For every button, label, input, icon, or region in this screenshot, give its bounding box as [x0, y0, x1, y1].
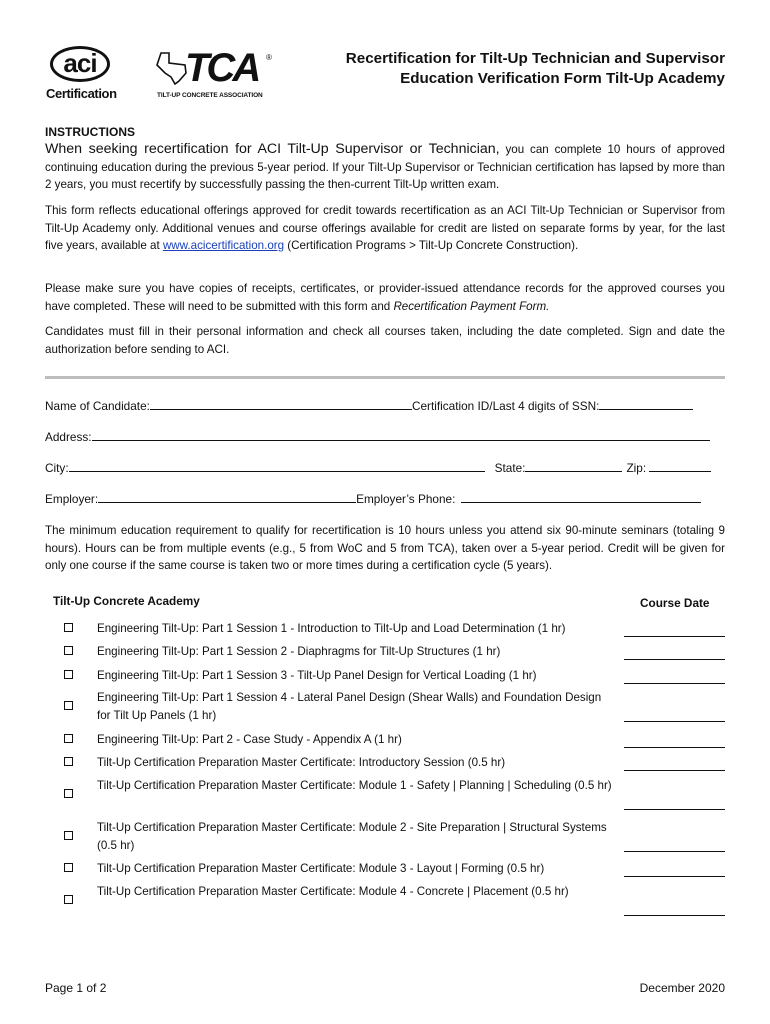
instructions-p1-rest: you can complete 10 hours of approved continuing education during the previous 5-year period. If your Tilt-Up Supervisor or Technician certification has lapsed by more than 2 years, you must recertify by successfully passing the then-current Tilt-Up written exam.: [45, 143, 725, 191]
zip-label: Zip:: [626, 461, 647, 475]
course-name: Tilt-Up Certification Preparation Master Certificate: Module 3 - Layout | Forming (0.5 hr): [97, 862, 545, 875]
name-label: Name of Candidate:: [45, 399, 150, 413]
address-row: [45, 428, 710, 447]
course-name: Engineering Tilt-Up: Part 1 Session 1 - Introduction to Tilt-Up and Load Determination (1 hr): [97, 622, 566, 635]
course-checkbox[interactable]: [64, 623, 73, 632]
instructions-heading: INSTRUCTIONS: [45, 125, 135, 139]
aci-website-link[interactable]: www.acicertification.org: [162, 239, 285, 252]
course-checkbox[interactable]: [64, 789, 73, 798]
cert-id-label: Certification ID/Last 4 digits of SSN:: [411, 399, 600, 413]
course-date-field[interactable]: [624, 659, 725, 660]
title-line-2: Education Verification Form Tilt-Up Academy: [400, 70, 725, 87]
city-field[interactable]: [69, 459, 485, 472]
course-checkbox[interactable]: [64, 646, 73, 655]
course-name: Tilt-Up Certification Preparation Master Certificate: Introductory Session (0.5 hr): [97, 756, 506, 769]
employer-phone-field[interactable]: [461, 490, 701, 503]
instructions-paragraph-1: [45, 141, 725, 194]
aci-logo: [44, 44, 120, 102]
address-label: Address:: [45, 430, 92, 444]
course-checkbox[interactable]: [64, 734, 73, 743]
section-divider: [45, 376, 725, 379]
tca-logo: [155, 47, 273, 99]
name-row: [45, 397, 693, 416]
instructions-p2-after: (Certification Programs > Tilt-Up Concrete Construction).: [284, 239, 579, 252]
instructions-lead: When seeking recertification for ACI Tilt-Up Supervisor or Technician,: [45, 141, 500, 157]
course-date-field[interactable]: [624, 915, 725, 916]
aci-logo-text: aci: [63, 48, 97, 78]
course-date-field[interactable]: [624, 851, 725, 852]
tca-registered-mark: ®: [266, 53, 272, 62]
course-checkbox[interactable]: [64, 863, 73, 872]
payment-form-reference: Recertification Payment Form.: [393, 299, 550, 313]
course-name: Tilt-Up Certification Preparation Master Certificate: Module 2 - Site Preparation | Structural Systems (0.5 hr): [97, 821, 607, 852]
course-checkbox[interactable]: [64, 670, 73, 679]
instructions-p3-before: Please make sure you have copies of receipts, certificates, or provider-issued attendance records for the approved courses you have completed. These will need to be submitted with this form and: [45, 282, 725, 313]
instructions-paragraph-2: [45, 202, 725, 255]
course-name: Tilt-Up Certification Preparation Master Certificate: Module 4 - Concrete | Placement (0.5 hr): [97, 885, 569, 898]
instructions-paragraph-4: Candidates must fill in their personal information and check all courses taken, including the date completed. Sign and date the authorization before sending to ACI.: [45, 325, 725, 356]
course-checkbox[interactable]: [64, 701, 73, 710]
state-field[interactable]: [525, 459, 622, 472]
course-date-field[interactable]: [624, 876, 725, 877]
course-checkbox[interactable]: [64, 757, 73, 766]
course-name: Engineering Tilt-Up: Part 1 Session 4 - Lateral Panel Design (Shear Walls) and Foundation Design for Tilt Up Panels (1 hr): [97, 691, 602, 722]
course-name: Engineering Tilt-Up: Part 1 Session 3 - Tilt-Up Panel Design for Vertical Loading (1 hr): [97, 669, 537, 682]
revision-date: December 2020: [639, 981, 725, 995]
cert-id-field[interactable]: [599, 397, 693, 410]
instructions-paragraph-3: [45, 280, 725, 315]
course-name: Tilt-Up Certification Preparation Master Certificate: Module 1 - Safety | Planning | Scheduling (0.5 hr): [97, 779, 612, 792]
course-date-field[interactable]: [624, 770, 725, 771]
instructions-p2-before: This form reflects educational offerings approved for credit towards recertification as an ACI Tilt-Up Technician or Supervisor from Tilt-Up Academy only. Additional venues and course offerings available for credit are listed on separate forms by year, for the last five years, available at: [45, 204, 725, 252]
course-date-field[interactable]: [624, 683, 725, 684]
state-label: State:: [494, 461, 526, 475]
name-field[interactable]: [150, 397, 412, 410]
page-number: Page 1 of 2: [45, 981, 107, 995]
course-checkbox[interactable]: [64, 831, 73, 840]
city-row: [45, 459, 711, 478]
address-field[interactable]: [92, 428, 710, 441]
employer-label: Employer:: [45, 492, 99, 506]
texas-shape-icon: [155, 51, 189, 85]
employer-field[interactable]: [98, 490, 356, 503]
page-title: [346, 49, 725, 89]
city-label: City:: [45, 461, 69, 475]
course-provider-heading: Tilt-Up Concrete Academy: [53, 594, 200, 608]
course-date-field[interactable]: [624, 809, 725, 810]
course-name: Engineering Tilt-Up: Part 1 Session 2 - Diaphragms for Tilt-Up Structures (1 hr): [97, 645, 501, 658]
course-date-field[interactable]: [624, 636, 725, 637]
course-date-heading: Course Date: [640, 596, 710, 610]
course-checkbox[interactable]: [64, 895, 73, 904]
aci-logo-subtitle: Certification: [46, 86, 117, 101]
employer-row: [45, 490, 701, 509]
requirement-paragraph: The minimum education requirement to qualify for recertification is 10 hours unless you attend six 90-minute seminars (totaling 9 hours). Hours can be from multiple events (e.g., 5 from WoC and 5 from TCA), taken over a 5-year period. Credit will be given for only one course if the same course is taken two or more times during a certification cycle (5 years).: [45, 524, 725, 572]
course-name: Engineering Tilt-Up: Part 2 - Case Study - Appendix A (1 hr): [97, 733, 402, 746]
course-date-field[interactable]: [624, 747, 725, 748]
employer-phone-label: Employer’s Phone:: [356, 492, 456, 506]
course-date-field[interactable]: [624, 721, 725, 722]
tca-logo-subtitle: TILT-UP CONCRETE ASSOCIATION: [157, 92, 263, 99]
zip-field[interactable]: [649, 459, 711, 472]
tca-logo-text: TCA: [185, 46, 259, 90]
title-line-1: Recertification for Tilt-Up Technician and Supervisor: [345, 50, 725, 67]
